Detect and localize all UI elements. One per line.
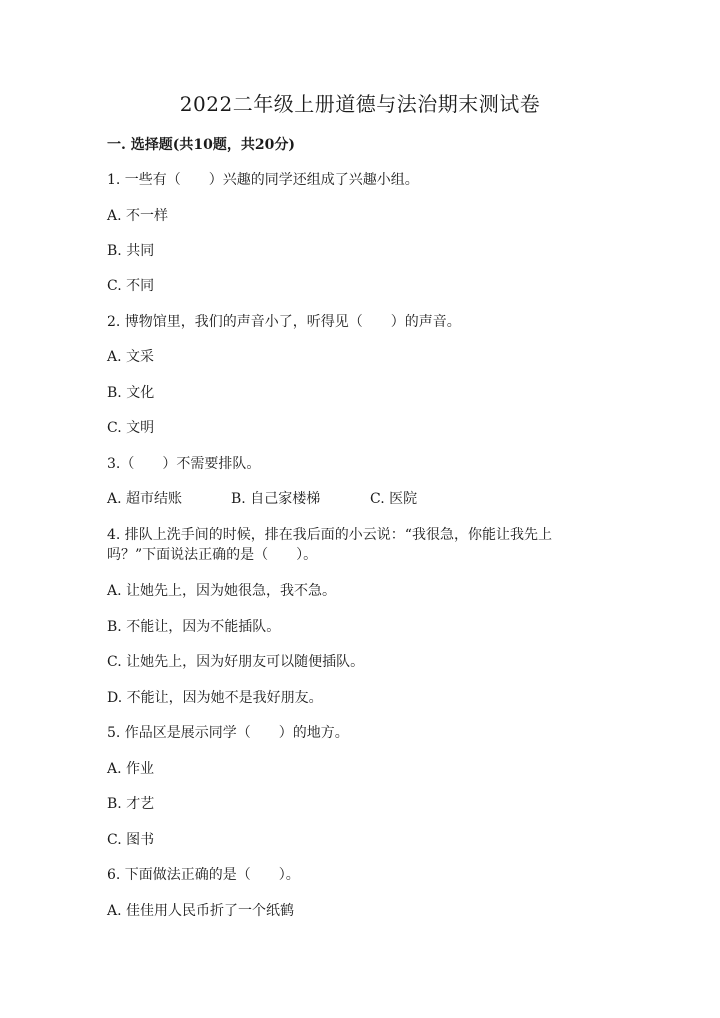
question-4-option-c: C. 让她先上，因为好朋友可以随便插队。 (107, 654, 365, 670)
question-2-option-a: A. 文采 (107, 349, 155, 365)
question-5-option-a: A. 作业 (107, 761, 155, 777)
question-1-stem: 1. 一些有（ ）兴趣的同学还组成了兴趣小组。 (107, 172, 419, 188)
page-title: 2022二年级上册道德与法治期末测试卷 (179, 92, 541, 116)
question-6-option-a: A. 佳佳用人民币折了一个纸鹤 (107, 903, 295, 919)
question-5-option-c: C. 图书 (107, 832, 155, 848)
question-4-stem-line-1: 4. 排队上洗手间的时候，排在我后面的小云说：“我很急，你能让我先上 (107, 527, 552, 543)
question-3-option-a: A. 超市结账 (107, 491, 183, 507)
question-3-option-c: C. 医院 (370, 491, 418, 507)
question-4-stem-line-2: 吗？”下面说法正确的是（ ）。 (107, 547, 318, 563)
question-4-option-b: B. 不能让，因为不能插队。 (107, 619, 281, 635)
question-5-option-b: B. 才艺 (107, 796, 155, 812)
question-4-option-a: A. 让她先上，因为她很急，我不急。 (107, 583, 337, 599)
question-2-stem: 2. 博物馆里，我们的声音小了，听得见（ ）的声音。 (107, 314, 461, 330)
section-header: 一. 选择题(共10题，共20分) (107, 137, 295, 153)
question-4-option-d: D. 不能让，因为她不是我好朋友。 (107, 690, 323, 706)
question-1-option-c: C. 不同 (107, 278, 155, 294)
question-1-option-b: B. 共同 (107, 243, 155, 259)
question-2-option-b: B. 文化 (107, 385, 155, 401)
question-2-option-c: C. 文明 (107, 420, 155, 436)
question-6-stem: 6. 下面做法正确的是（ ）。 (107, 867, 300, 883)
question-5-stem: 5. 作品区是展示同学（ ）的地方。 (107, 725, 349, 741)
question-3-stem: 3.（ ）不需要排队。 (107, 456, 261, 472)
question-1-option-a: A. 不一样 (107, 208, 169, 224)
question-3-option-b: B. 自己家楼梯 (231, 491, 321, 507)
